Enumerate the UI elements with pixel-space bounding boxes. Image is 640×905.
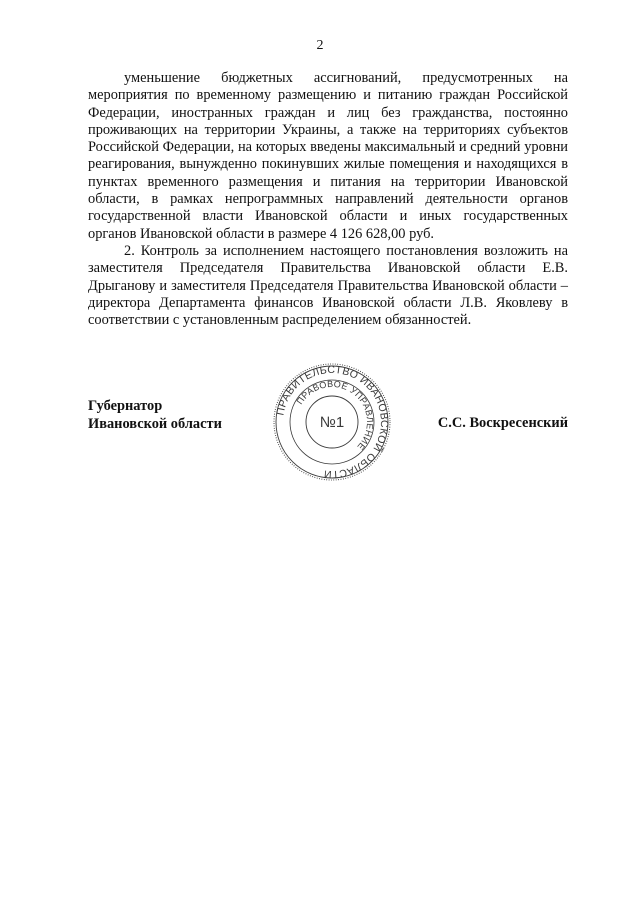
- signatory-name: С.С. Воскресенский: [437, 415, 568, 431]
- paragraph-budget-reduction: уменьшение бюджетных ассигнований, предусмотренных на мероприятия по временному размещению и питанию граждан Российской Федерации, иностранных граждан и лиц без гражданства, постоянно проживающих на территории Украины, а также на территориях субъектов Российской Федерации, на которых введены максимальный и средний уровни реагирования, вынужденно покинувших жилые помещения и находящихся в пунктах временного размещения и питания на территории Ивановской области, в рамках непрограммных направлений деятельности органов государственной власти Ивановской области и иных государственных органов Ивановской области в размере 4 126 628,00 руб.: [88, 70, 568, 242]
- signatory-title-line1: Губернатор: [88, 398, 163, 414]
- paragraph-control: 2. Контроль за исполнением настоящего постановления возложить на заместителя Председателя Правительства Ивановской области Е.В. Дрыганову и заместителя Председателя Правительства Ивановской области – директора Департамента финансов Ивановской области Л.В. Яковлеву в соответствии с установленным распределением обязанностей.: [88, 242, 568, 329]
- stamp-inner-text: ПРАВОВОЕ УПРАВЛЕНИЕ: [294, 378, 376, 453]
- page-number: 2: [316, 38, 324, 53]
- stamp-ring-text: ПРАВИТЕЛЬСТВО ИВАНОВСКОЙ ОБЛАСТИ: [274, 363, 391, 481]
- signatory-title: [88, 398, 222, 433]
- official-stamp: [272, 362, 392, 482]
- signatory-title-line2: Ивановской области: [88, 415, 222, 432]
- document-body: [88, 70, 568, 329]
- stamp-number: №1: [319, 414, 345, 431]
